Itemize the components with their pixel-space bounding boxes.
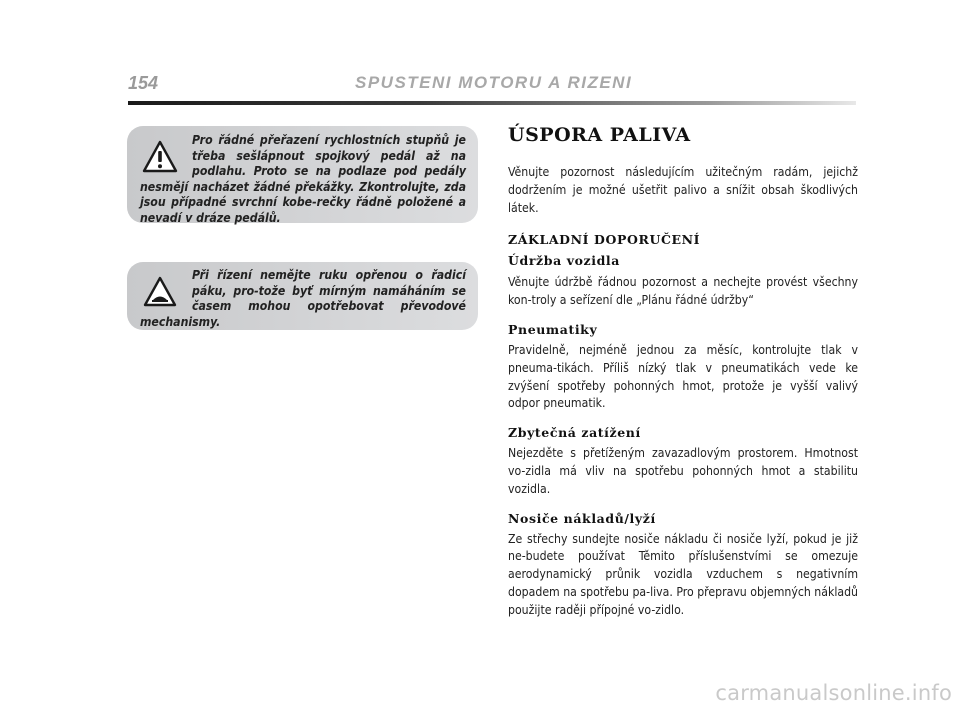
caution-triangle-icon [142,274,178,310]
fuel-economy-section [508,124,858,620]
warning-box-gear-lever [127,262,478,330]
page-number: 154 [128,73,159,93]
section-title: ÚSPORA PALIVA [508,124,691,146]
item-heading-roof-racks: Nosiče nákladů/lyží [508,510,656,526]
item-text-tyres: Pravidelně, nejméně jednou za měsíc, kontrolujte tlak v pneuma-tikách. Příliš nízký tlak v pneumatikách vede ke zvýšení spotřeby pohonných hmot, protože je vyšší valivý odpor pneumatik. [508,342,858,411]
running-header: SPUSTENI MOTORU A RIZENI [355,73,633,92]
item-heading-load: Zbytečná zatížení [508,425,641,441]
warning-text-gear-lever: Při řízení nemějte ruku opřenou o řadicí páku, pro-tože byť mírným namáháním se časem mohou opotřebovat převodové mechanismy. [140,268,466,329]
item-heading-maintenance: Údržba vozidla [508,253,620,269]
intro-paragraph: Věnujte pozornost následujícím užitečným radám, jejichž dodržením je možné ušetřit palivo a snížit obsah škodlivých látek. [508,165,858,215]
item-heading-tyres: Pneumatiky [508,321,598,337]
warning-box-clutch [127,126,478,223]
item-text-load: Nejezděte s přetíženým zavazadlovým prostorem. Hmotnost vo-zidla má vliv na spotřebu pohonných hmot a stabilitu vozidla. [508,446,858,496]
item-text-maintenance: Věnujte údržbě řádnou pozornost a nechejte provést všechny kon-troly a seřízení dle „Plánu řádné údržby“ [508,275,858,308]
header-rule [128,101,856,105]
item-text-roof-racks: Ze střechy sundejte nosiče nákladu či nosiče lyží, pokud je již ne-budete používat Těmito příslušenstvími se omezuje aerodynamický průnik vozidla vzduchem s negativním dopadem na spotřebu pa-liva. Pro přepravu objemných nákladů použijte raději přípojné vo-zidlo. [508,531,858,617]
warning-text-clutch: Pro řádné přeřazení rychlostních stupňů je třeba sešlápnout spojkový pedál až na podlahu. Proto se na podlaze pod pedály nesmějí nacházet žádné překážky. Zkontrolujte, zda jsou případné svrchní kobe-rečky řádně položené a nevadí v dráze pedálů. [140,133,466,225]
watermark: carmanualsonline.info [715,681,952,705]
warning-triangle-icon [142,139,178,175]
subsection-heading: ZÁKLADNÍ DOPORUČENÍ [508,232,701,248]
